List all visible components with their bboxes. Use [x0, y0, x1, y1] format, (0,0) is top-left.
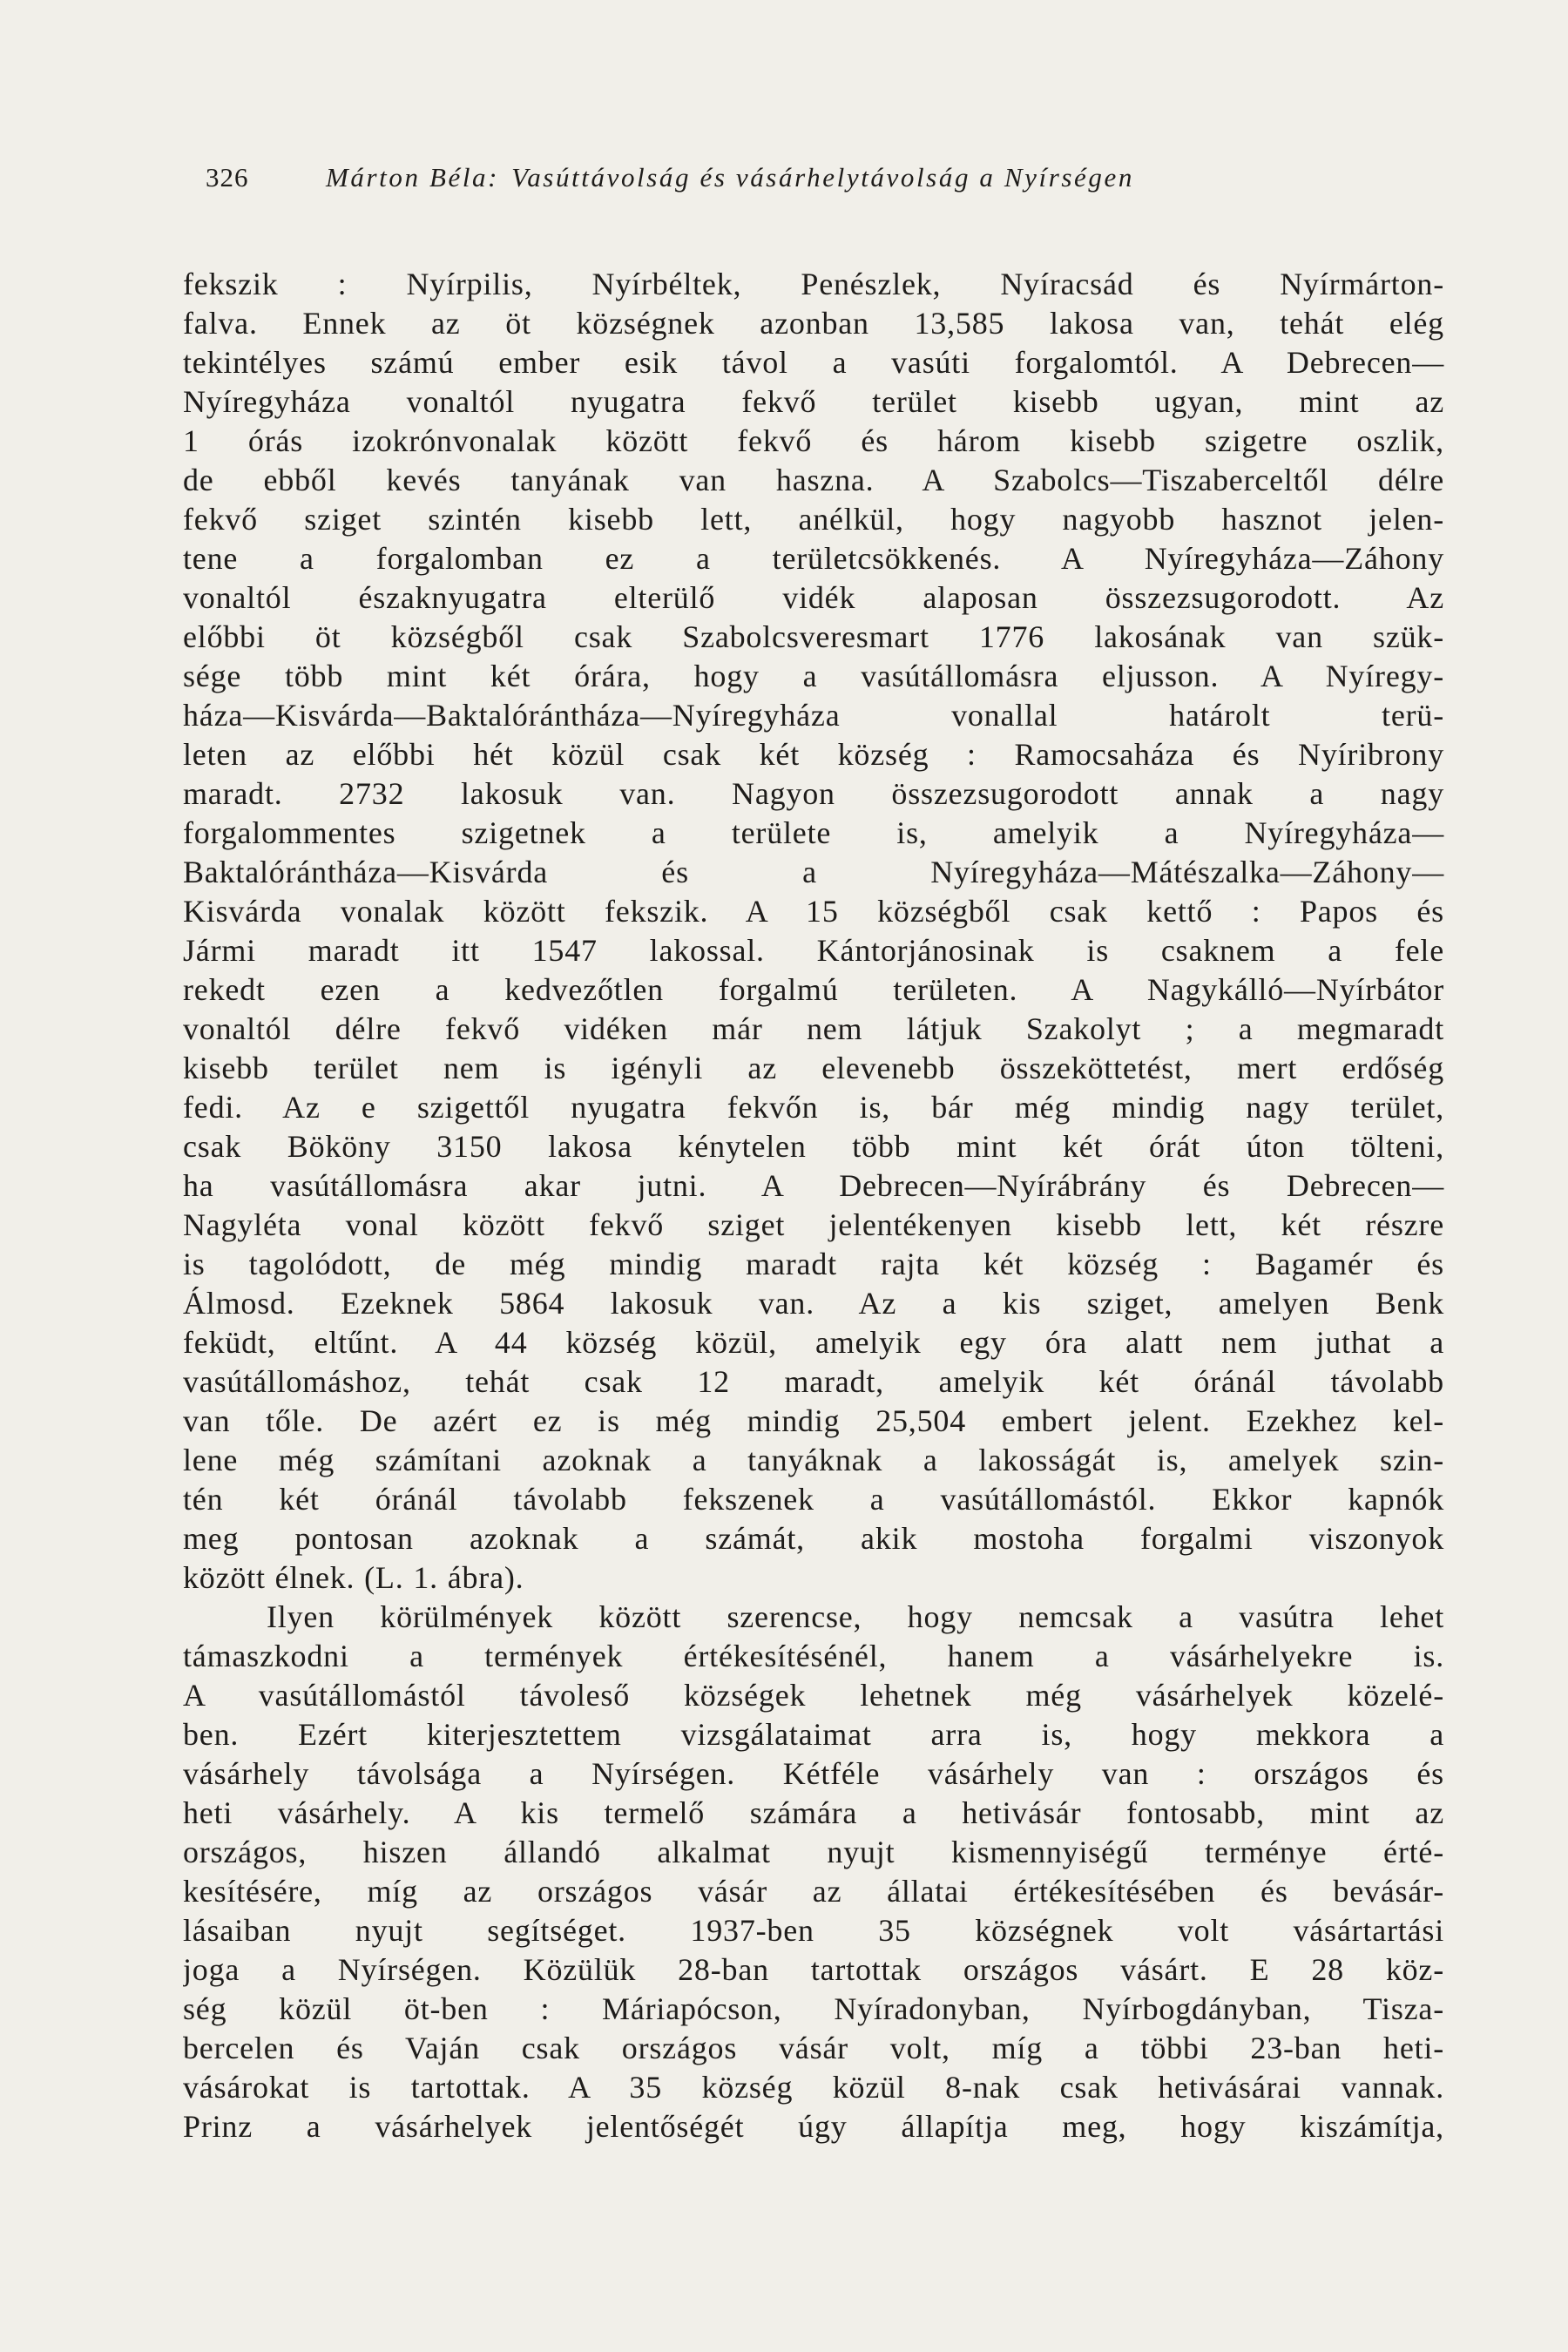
text-line: lásaiban nyujt segítséget. 1937-ben 35 községnek volt vásártartási: [183, 1913, 1444, 1948]
text-line: fedi. Az e szigettől nyugatra fekvőn is, bár még mindig nagy terület,: [183, 1090, 1444, 1125]
running-head: [206, 159, 1338, 197]
text-line: előbbi öt községből csak Szabolcsveresmart 1776 lakosának van szük-: [183, 619, 1444, 654]
text-line: Prinz a vásárhelyek jelentőségét úgy állapítja meg, hogy kiszámítja,: [183, 2109, 1444, 2144]
text-line: Nyíregyháza vonaltól nyugatra fekvő terület kisebb ugyan, mint az: [183, 384, 1444, 419]
text-line: fekvő sziget szintén kisebb lett, anélkül, hogy nagyobb hasznot jelen-: [183, 502, 1444, 537]
text-line: joga a Nyírségen. Közülük 28-ban tartottak országos vásárt. E 28 köz-: [183, 1952, 1444, 1987]
text-line: meg pontosan azoknak a számát, akik mostoha forgalmi viszonyok: [183, 1521, 1444, 1556]
text-line: ha vasútállomásra akar jutni. A Debrecen—Nyírábrány és Debrecen—: [183, 1168, 1444, 1203]
text-line: vásárokat is tartottak. A 35 község közül 8-nak csak hetivásárai vannak.: [183, 2070, 1444, 2105]
text-line: Baktalórántháza—Kisvárda és a Nyíregyháza—Mátészalka—Záhony—: [183, 855, 1444, 889]
text-line: ség közül öt-ben : Máriapócson, Nyíradonyban, Nyírbogdányban, Tisza-: [183, 1991, 1444, 2026]
text-line: forgalommentes szigetnek a területe is, amelyik a Nyíregyháza—: [183, 815, 1444, 850]
text-line: falva. Ennek az öt községnek azonban 13,585 lakosa van, tehát elég: [183, 306, 1444, 341]
text-line: van tőle. De azért ez is még mindig 25,504 embert jelent. Ezekhez kel-: [183, 1403, 1444, 1438]
running-title-author: Márton Béla:: [326, 162, 500, 193]
text-line: rekedt ezen a kedvezőtlen forgalmú területen. A Nagykálló—Nyírbátor: [183, 972, 1444, 1007]
text-line: fekszik : Nyírpilis, Nyírbéltek, Penészlek, Nyíracsád és Nyírmárton-: [183, 267, 1444, 301]
paragraph: [183, 1598, 1444, 2146]
text-line: A vasútállomástól távoleső községek lehetnek még vásárhelyek közelé-: [183, 1678, 1444, 1713]
text-line: Kisvárda vonalak között fekszik. A 15 községből csak kettő : Papos és: [183, 894, 1444, 929]
text-line: vonaltól délre fekvő vidéken már nem látjuk Szakolyt ; a megmaradt: [183, 1011, 1444, 1046]
text-line: maradt. 2732 lakosuk van. Nagyon összezsugorodott annak a nagy: [183, 776, 1444, 811]
text-line: is tagolódott, de még mindig maradt rajta két község : Bagamér és: [183, 1247, 1444, 1281]
text-line: tén két óránál távolabb fekszenek a vasútállomástól. Ekkor kapnók: [183, 1482, 1444, 1517]
text-line: országos, hiszen állandó alkalmat nyujt kismennyiségű terménye érté-: [183, 1835, 1444, 1869]
text-line: kisebb terület nem is igényli az elevenebb összeköttetést, mert erdőség: [183, 1051, 1444, 1085]
text-line: vonaltól északnyugatra elterülő vidék alaposan összezsugorodott. Az: [183, 580, 1444, 615]
page-body: [183, 265, 1444, 2146]
text-line: heti vásárhely. A kis termelő számára a hetivásár fontosabb, mint az: [183, 1795, 1444, 1830]
text-line: Jármi maradt itt 1547 lakossal. Kántorjánosinak is csaknem a fele: [183, 933, 1444, 968]
text-line: feküdt, eltűnt. A 44 község közül, amelyik egy óra alatt nem juthat a: [183, 1325, 1444, 1360]
page-number: 326: [206, 162, 249, 193]
text-line: csak Bököny 3150 lakosa kénytelen több mint két órát úton tölteni,: [183, 1129, 1444, 1164]
text-line: 1 órás izokrónvonalak között fekvő és három kisebb szigetre oszlik,: [183, 423, 1444, 458]
text-line: tekintélyes számú ember esik távol a vasúti forgalomtól. A Debrecen—: [183, 345, 1444, 380]
text-line: vásárhely távolsága a Nyírségen. Kétféle vásárhely van : országos és: [183, 1756, 1444, 1791]
text-line: támaszkodni a termények értékesítésénél, hanem a vásárhelyekre is.: [183, 1639, 1444, 1673]
text-line: vasútállomáshoz, tehát csak 12 maradt, amelyik két óránál távolabb: [183, 1364, 1444, 1399]
text-line: között élnek. (L. 1. ábra).: [183, 1560, 524, 1595]
text-line: tene a forgalomban ez a területcsökkenés. A Nyíregyháza—Záhony: [183, 541, 1444, 576]
text-line: ben. Ezért kiterjesztettem vizsgálataimat arra is, hogy mekkora a: [183, 1717, 1444, 1752]
text-line: háza—Kisvárda—Baktalórántháza—Nyíregyháza vonallal határolt terü-: [183, 698, 1444, 733]
running-title: [326, 159, 1134, 197]
text-line: sége több mint két órára, hogy a vasútállomásra eljusson. A Nyíregy-: [183, 659, 1444, 693]
text-line: lene még számítani azoknak a tanyáknak a lakosságát is, amelyek szin-: [183, 1443, 1444, 1477]
text-line: Ilyen körülmények között szerencse, hogy nemcsak a vasútra lehet: [267, 1599, 1444, 1634]
text-line: Álmosd. Ezeknek 5864 lakosuk van. Az a kis sziget, amelyen Benk: [183, 1286, 1444, 1321]
text-line: bercelen és Vaján csak országos vásár volt, míg a többi 23-ban heti-: [183, 2031, 1444, 2065]
paragraph: [183, 265, 1444, 1598]
running-title-text: Vasúttávolság és vásárhelytávolság a Nyírségen: [511, 162, 1134, 193]
text-line: leten az előbbi hét közül csak két község : Ramocsaháza és Nyíribrony: [183, 737, 1444, 772]
text-line: Nagyléta vonal között fekvő sziget jelentékenyen kisebb lett, két részre: [183, 1207, 1444, 1242]
text-line: de ebből kevés tanyának van haszna. A Szabolcs—Tiszaberceltől délre: [183, 463, 1444, 497]
text-line: kesítésére, míg az országos vásár az állatai értékesítésében és bevásár-: [183, 1874, 1444, 1909]
